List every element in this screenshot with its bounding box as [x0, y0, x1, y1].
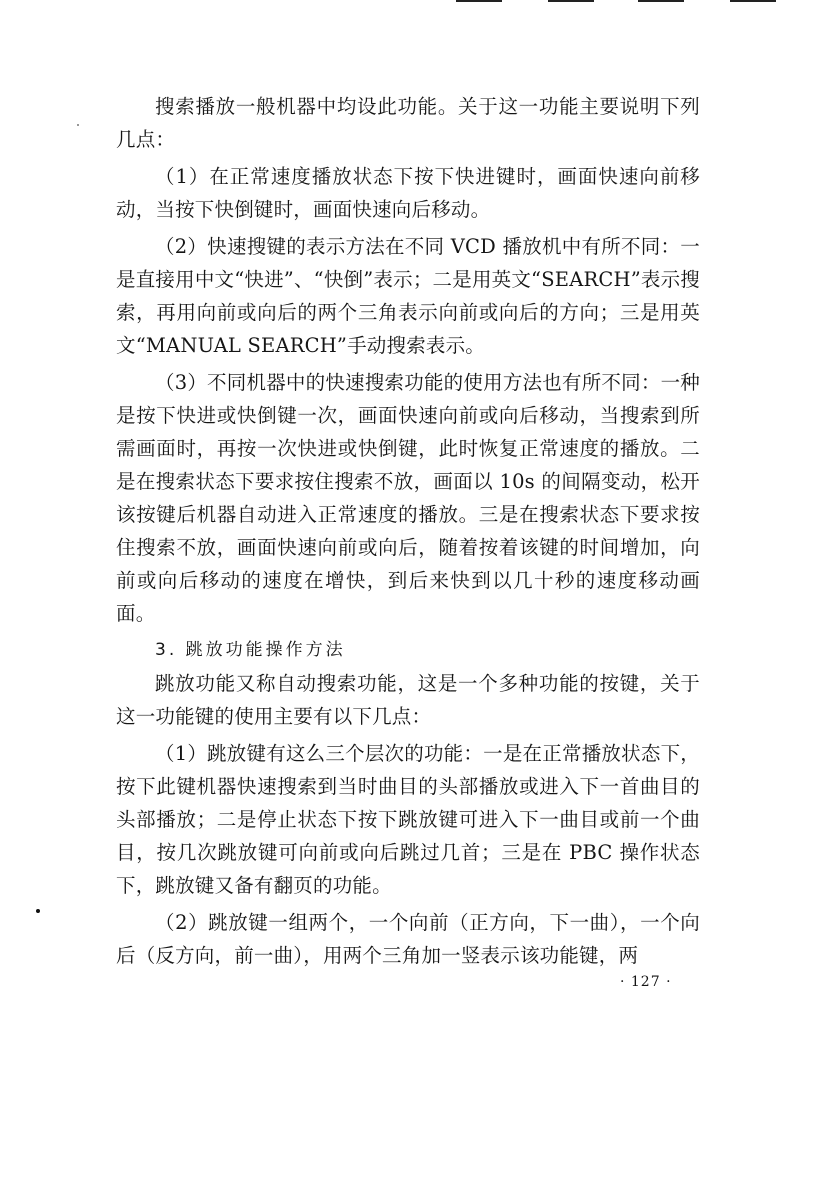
scan-speck [77, 124, 79, 126]
paragraph-point-2: （2）快速搜键的表示方法在不同 VCD 播放机中有所不同：一是直接用中文“快进”、“快倒”表示；二是用英文“SEARCH”表示搜索，再用向前或向后的两个三角表示向前或向后的方向；三是用英文“MANUAL SEARCH”手动搜索表示。 [116, 235, 700, 357]
top-rule [456, 0, 502, 2]
paragraph-intro: 搜索播放一般机器中均设此功能。关于这一功能主要说明下列几点： [116, 95, 700, 151]
top-rule [548, 0, 594, 2]
top-rule [638, 0, 684, 2]
scan-speck [36, 909, 40, 913]
page-body [116, 90, 700, 972]
paragraph-skip-intro: 跳放功能又称自动搜索功能，这是一个多种功能的按键，关于这一功能键的使用主要有以下几点： [116, 672, 700, 728]
paragraph-skip-point-2: （2）跳放键一组两个，一个向前（正方向，下一曲），一个向后（反方向，前一曲），用两个三角加一竖表示该功能键，两 [116, 911, 700, 967]
section-heading: 3. 跳放功能操作方法 [155, 640, 346, 660]
page-number: · 127 · [620, 974, 672, 990]
paragraph-point-1: （1）在正常速度播放状态下按下快进键时，画面快速向前移动，当按下快倒键时，画面快速向后移动。 [116, 165, 700, 221]
paragraph-skip-point-1: （1）跳放键有这么三个层次的功能：一是在正常播放状态下，按下此键机器快速搜索到当时曲目的头部播放或进入下一首曲目的头部播放；二是停止状态下按下跳放键可进入下一曲目或前一个曲目，按几次跳放键可向前或向后跳过几首；三是在 PBC 操作状态下，跳放键又备有翻页的功能。 [116, 742, 700, 897]
paragraph-point-3: （3）不同机器中的快速搜索功能的使用方法也有所不同：一种是按下快进或快倒键一次，画面快速向前或向后移动，当搜索到所需画面时，再按一次快进或快倒键，此时恢复正常速度的播放。二是在搜索状态下要求按住搜索不放，画面以 10s 的间隔变动，松开该按键后机器自动进入正常速度的播放。三是在搜索状态下要求按住搜索不放，画面快速向前或向后，随着按着该键的时间增加，向前或向后移动的速度在增快，到后来快到以几十秒的速度移动画面。 [116, 371, 700, 625]
top-rule [730, 0, 776, 2]
